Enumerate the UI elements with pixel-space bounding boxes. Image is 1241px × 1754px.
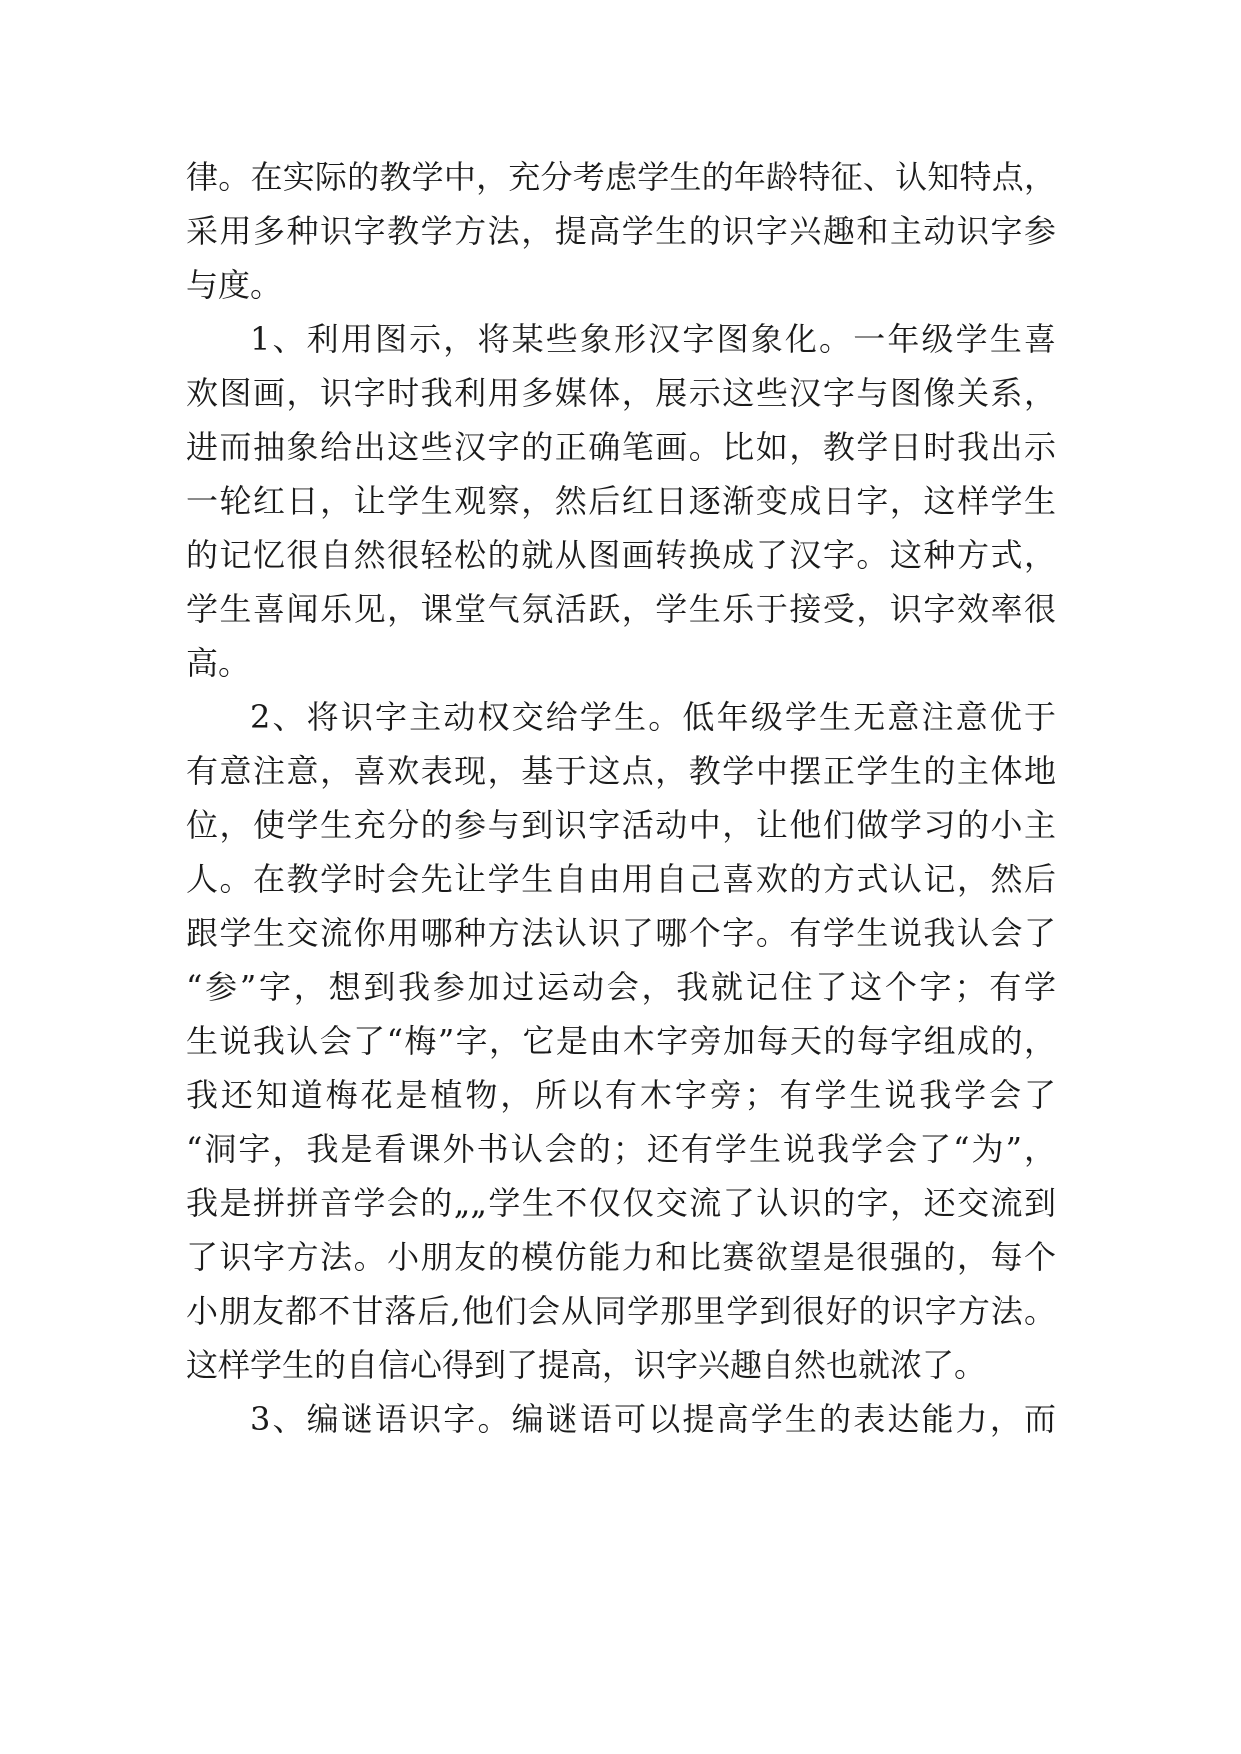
text-line: 2、将识字主动权交给学生。低年级学生无意注意优于 (250, 698, 1056, 736)
text-line: 我还知道梅花是植物，所以有木字旁；有学生说我学会了 (186, 1076, 1056, 1114)
text-line: 高。 (186, 644, 251, 682)
text-line: 生说我认会了“梅”字，它是由木字旁加每天的每字组成的， (186, 1022, 1056, 1060)
text-line: 有意注意，喜欢表现，基于这点，教学中摆正学生的主体地 (186, 752, 1056, 790)
text-line: 人。在教学时会先让学生自由用自己喜欢的方式认记，然后 (186, 860, 1056, 898)
text-line: 欢图画，识字时我利用多媒体，展示这些汉字与图像关系， (186, 374, 1056, 412)
text-line: 律。在实际的教学中，充分考虑学生的年龄特征、认知特点， (186, 158, 1056, 196)
text-line: 小朋友都不甘落后,他们会从同学那里学到很好的识字方法。 (186, 1292, 1056, 1330)
text-line: 1、利用图示，将某些象形汉字图象化。一年级学生喜 (250, 320, 1056, 358)
text-line: “参”字，想到我参加过运动会，我就记住了这个字；有学 (186, 968, 1056, 1006)
text-line: 的记忆很自然很轻松的就从图画转换成了汉字。这种方式， (186, 536, 1056, 574)
text-line: 与度。 (186, 266, 283, 304)
text-line: 采用多种识字教学方法，提高学生的识字兴趣和主动识字参 (186, 212, 1056, 250)
text-line: 这样学生的自信心得到了提高，识字兴趣自然也就浓了。 (186, 1346, 987, 1384)
text-line: 了识字方法。小朋友的模仿能力和比赛欲望是很强的，每个 (186, 1238, 1056, 1276)
text-line: 进而抽象给出这些汉字的正确笔画。比如，教学日时我出示 (186, 428, 1056, 466)
body-text (186, 150, 1056, 1446)
text-line: 跟学生交流你用哪种方法认识了哪个字。有学生说我认会了 (186, 914, 1056, 952)
text-line: 位，使学生充分的参与到识字活动中，让他们做学习的小主 (186, 806, 1056, 844)
text-line: 3、编谜语识字。编谜语可以提高学生的表达能力，而 (250, 1400, 1056, 1438)
text-line: “洞字，我是看课外书认会的；还有学生说我学会了“为”， (186, 1130, 1056, 1168)
text-line: 我是拼拼音学会的„„学生不仅仅交流了认识的字，还交流到 (186, 1184, 1056, 1222)
text-line: 一轮红日，让学生观察，然后红日逐渐变成日字，这样学生 (186, 482, 1056, 520)
text-line: 学生喜闻乐见，课堂气氛活跃，学生乐于接受，识字效率很 (186, 590, 1056, 628)
